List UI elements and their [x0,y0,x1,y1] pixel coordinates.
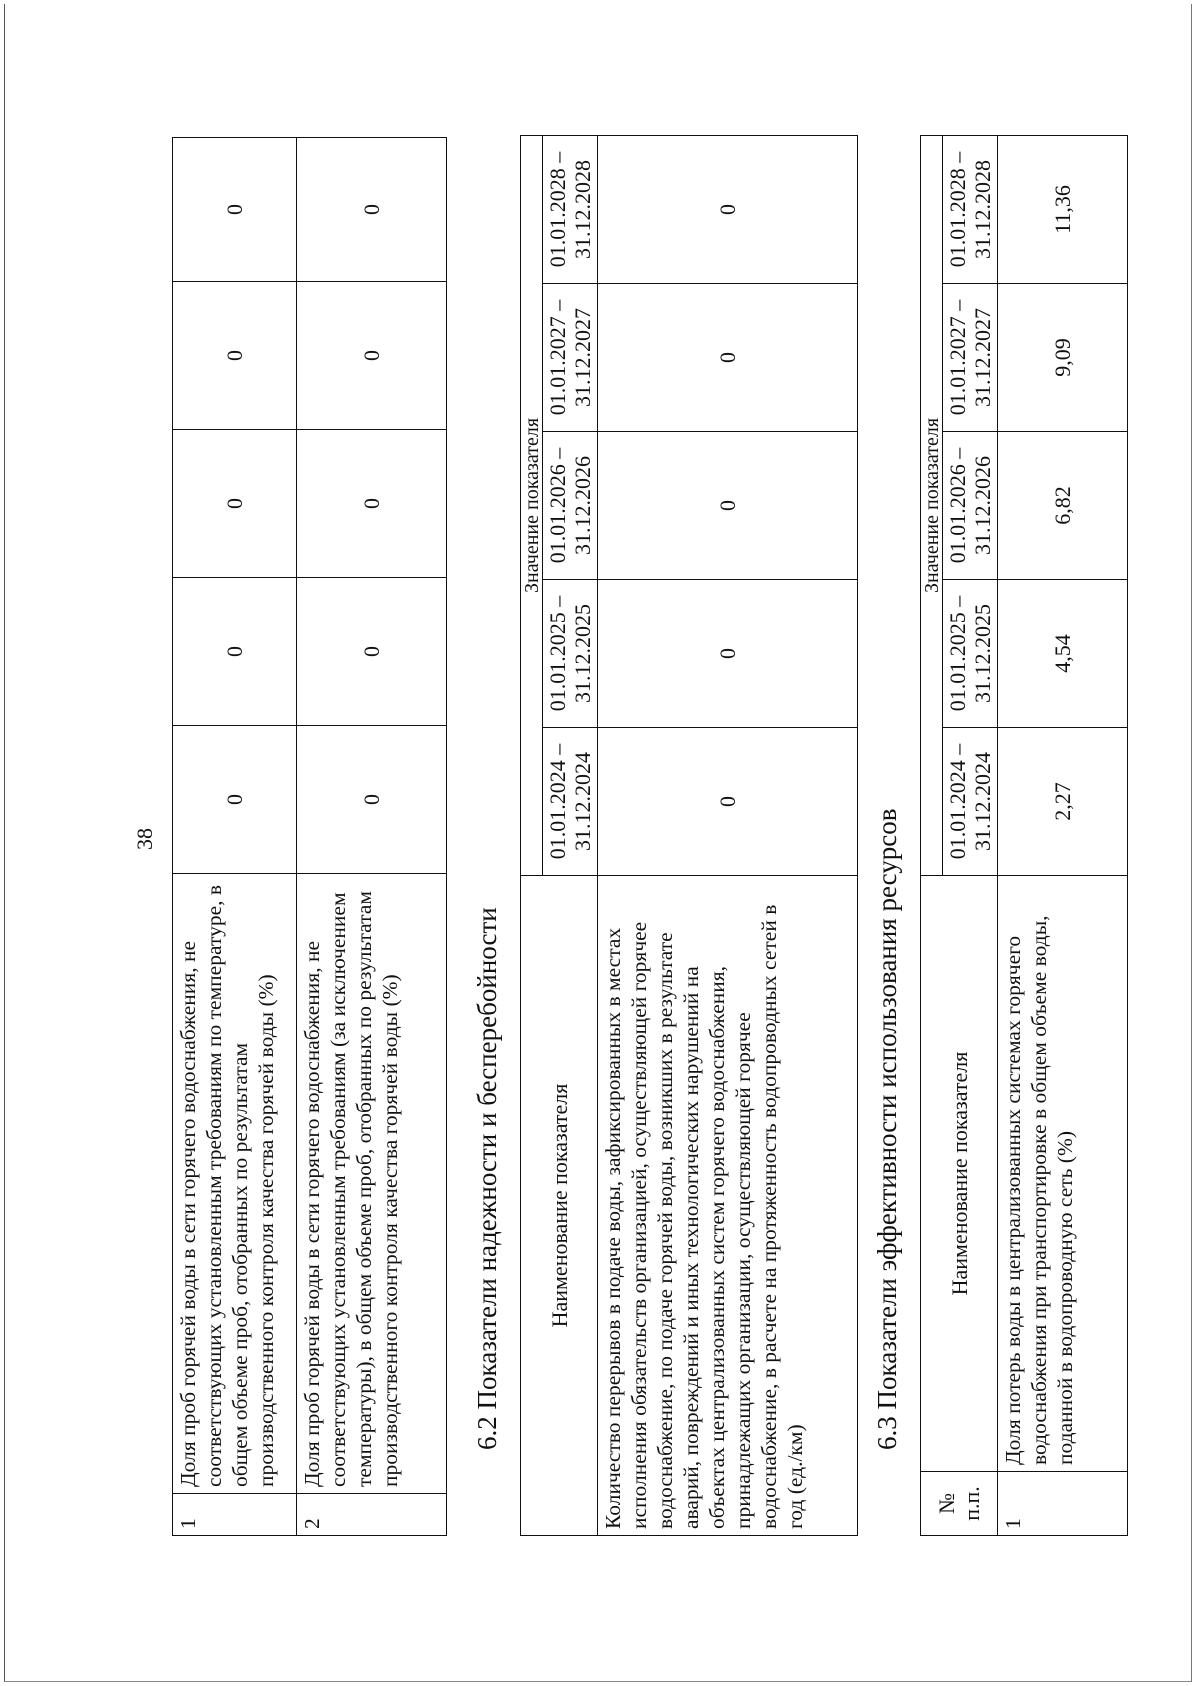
period-header: 01.01.2025 – 31.12.2025 [543,580,598,728]
period-header: 01.01.2026 – 31.12.2026 [543,432,598,580]
period-header: 01.01.2027 – 31.12.2027 [543,284,598,432]
period-header: 01.01.2028 – 31.12.2028 [543,135,598,283]
value-cell: 0 [173,430,297,578]
section-6-2-title: 6.2 Показатели надежности и бесперебойности [472,907,502,1450]
value-cell: 0 [173,282,297,430]
table-row [173,138,297,1536]
value-cell: 0 [598,135,858,283]
table-row [598,135,858,1535]
value-cell: 0 [598,728,858,876]
value-cell: 0 [297,430,447,578]
value-cell: 0 [297,138,447,282]
indicator-name: Доля проб горячей воды в сети горячего водоснабжения, не соответствующих установленным требованиям по температуре, в общем объеме проб, отобранных по результатам производственного контроля качества горячей воды (%) [173,874,297,1494]
header-value-group: Значение показателя [921,135,943,875]
row-number: 1 [998,1472,1128,1536]
value-cell: 0 [598,432,858,580]
value-cell: 4,54 [998,580,1128,728]
quality-indicators-table [172,137,447,1536]
section-6-3-title: 6.3 Показатели эффективности использования ресурсов [872,808,902,1450]
table-header-row [921,135,943,1535]
period-header: 01.01.2024 – 31.12.2024 [543,728,598,876]
period-header: 01.01.2028 – 31.12.2028 [943,135,998,283]
indicator-name: Доля потерь воды в централизованных системах горячего водоснабжения при транспортировке в общем объеме воды, поданной в водопроводную сеть (%) [998,876,1128,1472]
resource-efficiency-table [920,135,1128,1536]
value-cell: 2,27 [998,728,1128,876]
value-cell: 0 [297,282,447,430]
row-number: 2 [297,1494,447,1536]
value-cell: 0 [173,726,297,874]
period-header: 01.01.2027 – 31.12.2027 [943,284,998,432]
value-cell: 0 [297,726,447,874]
page-number: 38 [132,828,157,850]
row-number: 1 [173,1494,297,1536]
value-cell: 9,09 [998,284,1128,432]
value-cell: 6,82 [998,432,1128,580]
period-header: 01.01.2026 – 31.12.2026 [943,432,998,580]
header-indicator-name: Наименование показателя [521,876,598,1536]
value-cell: 11,36 [998,135,1128,283]
table-row [998,135,1128,1535]
indicator-name: Количество перерывов в подаче воды, зафиксированных в местах исполнения обязательств организацией, осуществляющей горячее водоснабжение, по подаче горячей воды, возникших в результате аварий, повреждений и иных технологических нарушений на объектах централизованных систем горячего водоснабжения, принадлежащих организации, осуществляющей горячее водоснабжение, в расчете на протяженность водопроводных сетей в год (ед./км) [598,876,858,1536]
value-cell: 0 [297,578,447,726]
reliability-indicators-table [520,135,858,1536]
header-row-number: № п.п. [921,1472,998,1536]
table-row [297,138,447,1536]
value-cell: 0 [173,578,297,726]
header-indicator-name: Наименование показателя [921,876,998,1472]
period-header: 01.01.2024 – 31.12.2024 [943,728,998,876]
indicator-name: Доля проб горячей воды в сети горячего водоснабжения, не соответствующих установленным требованиям (за исключением температуры), в общем объеме проб, отобранных по результатам производственного контроля качества горячей воды (%) [297,874,447,1494]
table-header-row [521,135,543,1535]
value-cell: 0 [598,580,858,728]
header-value-group: Значение показателя [521,135,543,875]
value-cell: 0 [598,284,858,432]
period-header: 01.01.2025 – 31.12.2025 [943,580,998,728]
value-cell: 0 [173,138,297,282]
